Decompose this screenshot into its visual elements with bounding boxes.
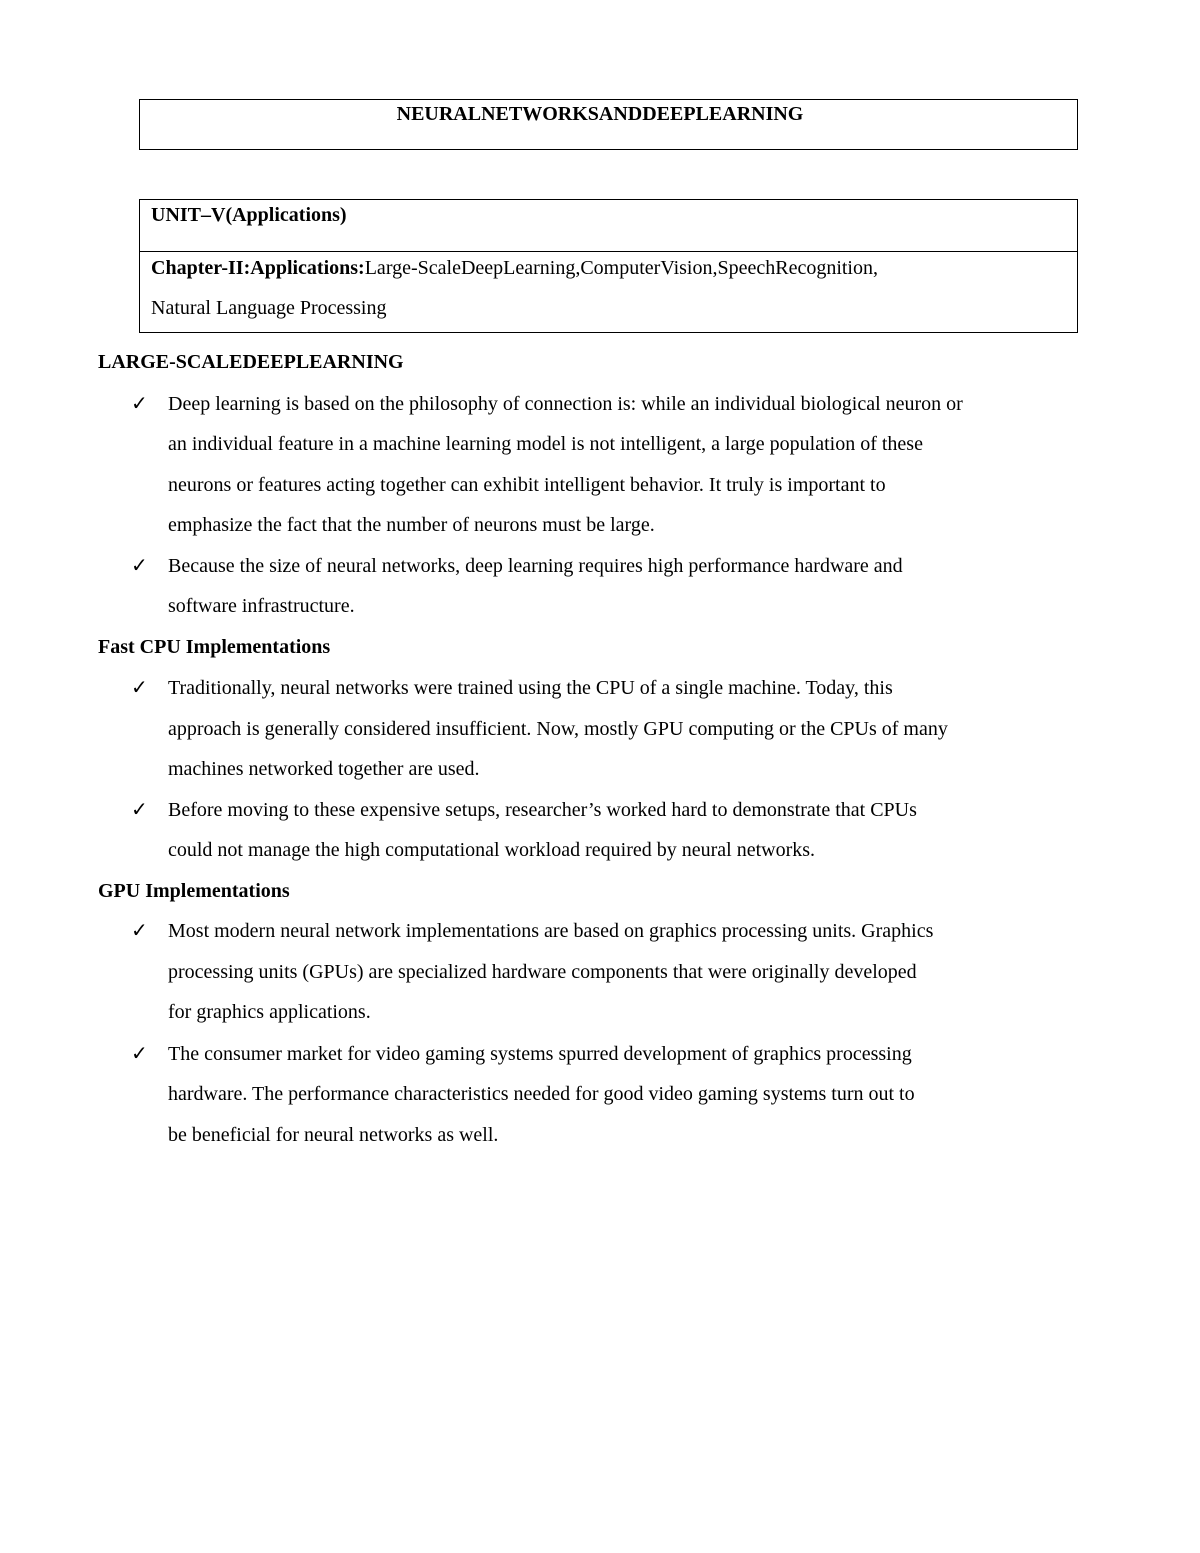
check-icon: ✓ [131, 677, 148, 699]
paragraph-line: Before moving to these expensive setups, researcher’s worked hard to demonstrate that CPUs [168, 799, 917, 821]
chapter-topics-line1: Large-ScaleDeepLearning,ComputerVision,SpeechRecognition, [364, 257, 878, 279]
paragraph-line: Because the size of neural networks, deep learning requires high performance hardware and [168, 555, 903, 577]
check-icon: ✓ [131, 393, 148, 415]
chapter-topics-line2: Natural Language Processing [151, 297, 387, 319]
paragraph-line: could not manage the high computational workload required by neural networks. [168, 839, 816, 861]
check-icon: ✓ [131, 799, 148, 821]
check-icon: ✓ [131, 1043, 148, 1065]
paragraph-line: an individual feature in a machine learning model is not intelligent, a large population of these [168, 433, 923, 455]
paragraph-line: processing units (GPUs) are specialized hardware components that were originally developed [168, 961, 917, 983]
paragraph-line: The consumer market for video gaming systems spurred development of graphics processing [168, 1043, 912, 1065]
unit-divider [140, 251, 1077, 252]
paragraph-line: approach is generally considered insufficient. Now, mostly GPU computing or the CPUs of many [168, 718, 948, 740]
chapter-line [151, 255, 878, 281]
paragraph-line: Most modern neural network implementations are based on graphics processing units. Graphics [168, 920, 934, 942]
paragraph-line: machines networked together are used. [168, 758, 480, 780]
section-heading-large-scale: LARGE-SCALEDEEPLEARNING [98, 351, 404, 373]
paragraph-line: emphasize the fact that the number of neurons must be large. [168, 514, 655, 536]
unit-box [139, 199, 1078, 333]
paragraph-line: Traditionally, neural networks were trained using the CPU of a single machine. Today, this [168, 677, 893, 699]
unit-title: UNIT–V(Applications) [151, 204, 347, 226]
paragraph-line: for graphics applications. [168, 1001, 371, 1023]
paragraph-line: neurons or features acting together can exhibit intelligent behavior. It truly is important to [168, 474, 886, 496]
paragraph-line: software infrastructure. [168, 595, 355, 617]
paragraph-line: hardware. The performance characteristics needed for good video gaming systems turn out to [168, 1083, 915, 1105]
document-title: NEURALNETWORKSANDDEEPLEARNING [396, 103, 804, 125]
section-heading-gpu: GPU Implementations [98, 880, 290, 902]
chapter-label: Chapter-II:Applications: [151, 257, 365, 279]
paragraph-line: be beneficial for neural networks as well. [168, 1124, 499, 1146]
check-icon: ✓ [131, 920, 148, 942]
check-icon: ✓ [131, 555, 148, 577]
section-heading-fast-cpu: Fast CPU Implementations [98, 636, 331, 658]
paragraph-line: Deep learning is based on the philosophy of connection is: while an individual biological neuron or [168, 393, 963, 415]
